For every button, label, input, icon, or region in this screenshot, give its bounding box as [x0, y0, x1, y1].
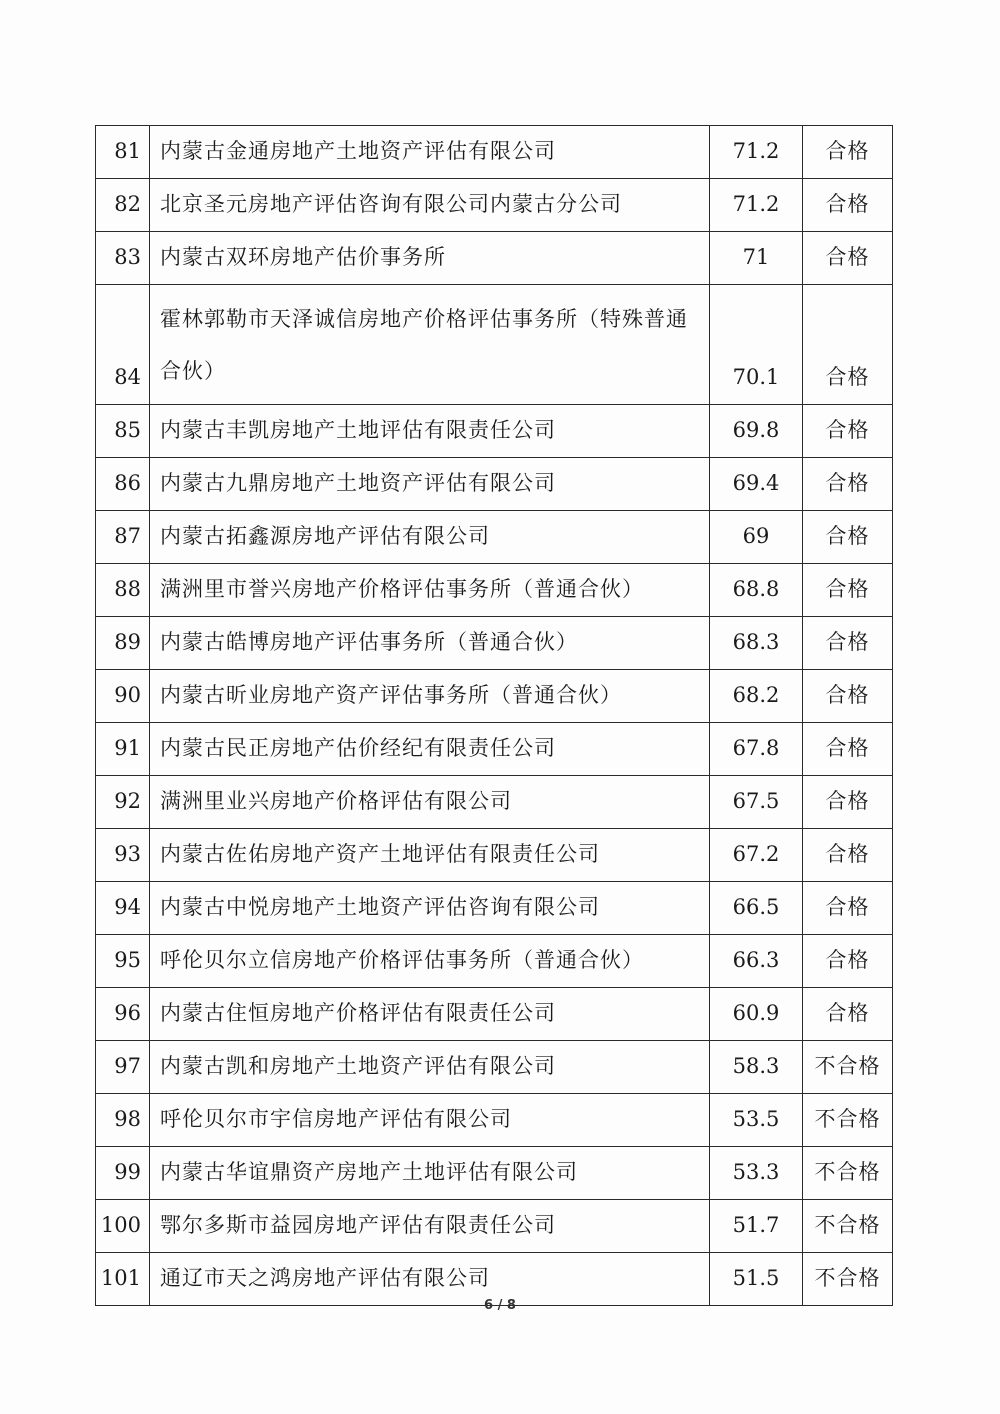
row-number-cell: 81	[96, 126, 150, 179]
table-row	[96, 564, 893, 617]
company-name-cell: 呼伦贝尔市宇信房地产评估有限公司	[150, 1094, 710, 1147]
row-number-cell: 97	[96, 1041, 150, 1094]
company-name-cell: 内蒙古中悦房地产土地资产评估咨询有限公司	[150, 882, 710, 935]
result-cell: 合格	[803, 935, 893, 988]
row-number-cell: 86	[96, 458, 150, 511]
table-row	[96, 882, 893, 935]
row-number-cell: 101	[96, 1253, 150, 1306]
evaluation-results-table	[95, 125, 893, 1306]
row-number-cell: 89	[96, 617, 150, 670]
score-cell: 70.1	[710, 285, 803, 405]
company-name-cell: 内蒙古丰凯房地产土地评估有限责任公司	[150, 405, 710, 458]
row-number-cell: 94	[96, 882, 150, 935]
company-name-cell: 内蒙古民正房地产估价经纪有限责任公司	[150, 723, 710, 776]
score-cell: 68.2	[710, 670, 803, 723]
score-cell: 51.7	[710, 1200, 803, 1253]
table-row	[96, 776, 893, 829]
row-number-cell: 84	[96, 285, 150, 405]
table-row	[96, 458, 893, 511]
row-number-cell: 95	[96, 935, 150, 988]
table-row	[96, 511, 893, 564]
score-cell: 58.3	[710, 1041, 803, 1094]
result-cell: 合格	[803, 829, 893, 882]
score-cell: 68.8	[710, 564, 803, 617]
result-cell: 合格	[803, 723, 893, 776]
score-cell: 69	[710, 511, 803, 564]
company-name-cell: 内蒙古拓鑫源房地产评估有限公司	[150, 511, 710, 564]
result-cell: 合格	[803, 458, 893, 511]
score-cell: 67.5	[710, 776, 803, 829]
result-cell: 合格	[803, 882, 893, 935]
row-number-cell: 85	[96, 405, 150, 458]
company-name-cell: 通辽市天之鸿房地产评估有限公司	[150, 1253, 710, 1306]
company-name-cell: 满洲里市誉兴房地产价格评估事务所（普通合伙）	[150, 564, 710, 617]
table-row	[96, 1147, 893, 1200]
result-cell: 合格	[803, 670, 893, 723]
company-name-cell: 内蒙古金通房地产土地资产评估有限公司	[150, 126, 710, 179]
table-row	[96, 285, 893, 405]
company-name-cell: 内蒙古皓博房地产评估事务所（普通合伙）	[150, 617, 710, 670]
table-row	[96, 405, 893, 458]
row-number-cell: 87	[96, 511, 150, 564]
result-cell: 合格	[803, 564, 893, 617]
result-cell: 合格	[803, 988, 893, 1041]
table-row	[96, 1094, 893, 1147]
row-number-cell: 82	[96, 179, 150, 232]
company-name-cell: 霍林郭勒市天泽诚信房地产价格评估事务所（特殊普通合伙）	[150, 285, 710, 405]
result-cell: 不合格	[803, 1094, 893, 1147]
row-number-cell: 91	[96, 723, 150, 776]
result-cell: 合格	[803, 511, 893, 564]
company-name-cell: 内蒙古凯和房地产土地资产评估有限公司	[150, 1041, 710, 1094]
row-number-cell: 96	[96, 988, 150, 1041]
table-row	[96, 935, 893, 988]
company-name-cell: 内蒙古双环房地产估价事务所	[150, 232, 710, 285]
row-number-cell: 83	[96, 232, 150, 285]
result-cell: 合格	[803, 776, 893, 829]
score-cell: 67.8	[710, 723, 803, 776]
company-name-cell: 内蒙古昕业房地产资产评估事务所（普通合伙）	[150, 670, 710, 723]
table-body	[96, 126, 893, 1306]
score-cell: 67.2	[710, 829, 803, 882]
result-cell: 不合格	[803, 1253, 893, 1306]
score-cell: 53.3	[710, 1147, 803, 1200]
result-cell: 不合格	[803, 1200, 893, 1253]
row-number-cell: 88	[96, 564, 150, 617]
company-name-cell: 满洲里业兴房地产价格评估有限公司	[150, 776, 710, 829]
company-name-cell: 内蒙古华谊鼎资产房地产土地评估有限公司	[150, 1147, 710, 1200]
table-row	[96, 829, 893, 882]
company-name-cell: 呼伦贝尔立信房地产价格评估事务所（普通合伙）	[150, 935, 710, 988]
page-number: 6 / 8	[484, 1298, 516, 1313]
table-row	[96, 988, 893, 1041]
result-cell: 合格	[803, 285, 893, 405]
result-cell: 合格	[803, 617, 893, 670]
score-cell: 60.9	[710, 988, 803, 1041]
row-number-cell: 99	[96, 1147, 150, 1200]
result-cell: 合格	[803, 179, 893, 232]
score-cell: 71	[710, 232, 803, 285]
company-name-cell: 北京圣元房地产评估咨询有限公司内蒙古分公司	[150, 179, 710, 232]
score-cell: 69.4	[710, 458, 803, 511]
score-cell: 69.8	[710, 405, 803, 458]
score-cell: 53.5	[710, 1094, 803, 1147]
score-cell: 71.2	[710, 126, 803, 179]
score-cell: 51.5	[710, 1253, 803, 1306]
score-cell: 66.3	[710, 935, 803, 988]
table-row	[96, 1041, 893, 1094]
table-row	[96, 670, 893, 723]
row-number-cell: 92	[96, 776, 150, 829]
table-row	[96, 179, 893, 232]
table-row	[96, 617, 893, 670]
score-cell: 66.5	[710, 882, 803, 935]
result-cell: 合格	[803, 405, 893, 458]
row-number-cell: 90	[96, 670, 150, 723]
result-cell: 不合格	[803, 1041, 893, 1094]
company-name-cell: 内蒙古九鼎房地产土地资产评估有限公司	[150, 458, 710, 511]
table-row	[96, 126, 893, 179]
company-name-cell: 内蒙古住恒房地产价格评估有限责任公司	[150, 988, 710, 1041]
company-name-cell: 内蒙古佐佑房地产资产土地评估有限责任公司	[150, 829, 710, 882]
company-name-cell: 鄂尔多斯市益园房地产评估有限责任公司	[150, 1200, 710, 1253]
score-cell: 71.2	[710, 179, 803, 232]
result-cell: 合格	[803, 232, 893, 285]
result-cell: 合格	[803, 126, 893, 179]
table-row	[96, 232, 893, 285]
row-number-cell: 93	[96, 829, 150, 882]
table-row	[96, 723, 893, 776]
row-number-cell: 98	[96, 1094, 150, 1147]
table-row	[96, 1200, 893, 1253]
row-number-cell: 100	[96, 1200, 150, 1253]
result-cell: 不合格	[803, 1147, 893, 1200]
score-cell: 68.3	[710, 617, 803, 670]
